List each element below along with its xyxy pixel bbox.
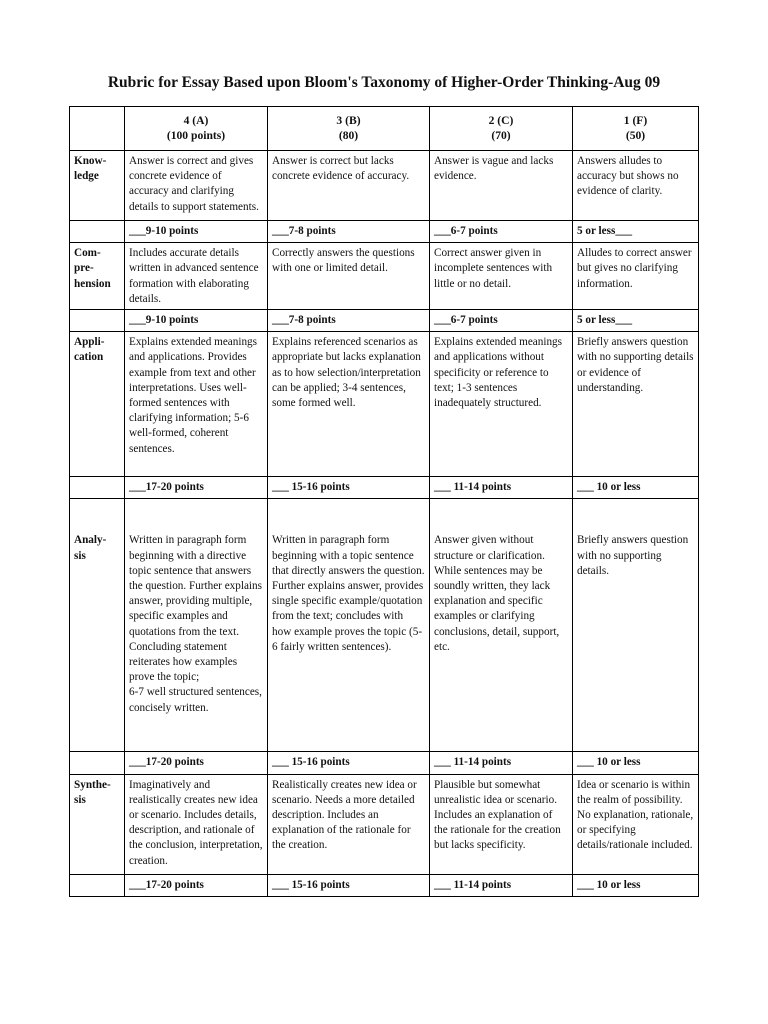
criteria-row-knowledge (70, 151, 699, 221)
grade-label: 4 (A) (183, 114, 209, 127)
criteria-cell: Idea or scenario is within the realm of possibility. No explanation, rationale, or specifying details/rationale included. (573, 774, 699, 874)
score-cell: 5 or less___ (573, 310, 699, 332)
row-label-analysis: Analy- sis (70, 499, 125, 752)
criteria-cell: Alludes to correct answer but gives no clarifying information. (573, 243, 699, 310)
score-cell: ___ 11-14 points (430, 477, 573, 499)
criteria-cell: Briefly answers question with no supporting details. (573, 499, 699, 752)
score-cell: ___7-8 points (268, 221, 430, 243)
criteria-row-application (70, 332, 699, 477)
score-cell: ___9-10 points (125, 221, 268, 243)
row-label-synthesis: Synthe- sis (70, 774, 125, 874)
score-cell: ___17-20 points (125, 874, 268, 896)
header-grade-a (125, 107, 268, 151)
score-cell: ___7-8 points (268, 310, 430, 332)
row-label-comprehension: Com- pre- hension (70, 243, 125, 310)
score-cell: ___17-20 points (125, 752, 268, 774)
criteria-cell: Written in paragraph form beginning with a topic sentence that directly answers the question. Further explains answer, provides single specific example/quotation from the text; concludes with how example proves the topic (5-6 fairly written sentences). (268, 499, 430, 752)
criteria-cell: Correct answer given in incomplete sentences with little or no detail. (430, 243, 573, 310)
criteria-cell: Explains extended meanings and applications. Provides example from text and other interpretations. Uses well-formed sentences with clarifying information; 5-6 well-formed, coherent sentences. (125, 332, 268, 477)
row-label-application: Appli- cation (70, 332, 125, 477)
points-label: (100 points) (166, 129, 226, 142)
header-row (70, 107, 699, 151)
score-cell: 5 or less___ (573, 221, 699, 243)
score-cell: ___17-20 points (125, 477, 268, 499)
score-cell: ___ 11-14 points (430, 874, 573, 896)
criteria-row-analysis (70, 499, 699, 752)
score-row-analysis (70, 752, 699, 774)
score-row-spacer (70, 752, 125, 774)
row-label-knowledge: Know- ledge (70, 151, 125, 221)
score-cell: ___ 15-16 points (268, 752, 430, 774)
score-row-comprehension (70, 310, 699, 332)
criteria-cell: Answer is vague and lacks evidence. (430, 151, 573, 221)
criteria-row-comprehension (70, 243, 699, 310)
corner-cell (70, 107, 125, 151)
criteria-cell: Answer is correct and gives concrete evidence of accuracy and clarifying details to support statements. (125, 151, 268, 221)
criteria-cell: Includes accurate details written in advanced sentence formation with elaborating details. (125, 243, 268, 310)
header-grade-f (573, 107, 699, 151)
score-cell: ___ 15-16 points (268, 477, 430, 499)
criteria-cell: Answer given without structure or clarification. While sentences may be soundly written, they lack explanation and specific examples or clarifying conclusions, detail, support, etc. (430, 499, 573, 752)
score-row-spacer (70, 221, 125, 243)
criteria-row-synthesis (70, 774, 699, 874)
criteria-cell: Answers alludes to accuracy but shows no evidence of clarity. (573, 151, 699, 221)
criteria-cell: Briefly answers question with no supporting details or evidence of understanding. (573, 332, 699, 477)
points-label: (70) (491, 129, 511, 142)
criteria-cell: Imaginatively and realistically creates new idea or scenario. Includes details, description, and rationale of the conclusion, interpretation, creation. (125, 774, 268, 874)
score-cell: ___6-7 points (430, 221, 573, 243)
score-row-knowledge (70, 221, 699, 243)
document-title: Rubric for Essay Based upon Bloom's Taxonomy of Higher-Order Thinking-Aug 09 (107, 74, 661, 91)
header-grade-c (430, 107, 573, 151)
header-grade-b (268, 107, 430, 151)
score-row-spacer (70, 874, 125, 896)
grade-label: 1 (F) (623, 114, 648, 127)
criteria-cell: Written in paragraph form beginning with a directive topic sentence that answers the question. Further explains answer, providing multiple, specific examples and quotations from the text. Concluding statement reiterates how examples prove the topic; 6-7 well structured sentences, concisely written. (125, 499, 268, 752)
score-cell: ___6-7 points (430, 310, 573, 332)
criteria-cell: Plausible but somewhat unrealistic idea or scenario. Includes an explanation of the rationale for the creation but lacks specificity. (430, 774, 573, 874)
points-label: (80) (338, 129, 359, 142)
points-label: (50) (625, 129, 646, 142)
score-row-synthesis (70, 874, 699, 896)
score-cell: ___ 10 or less (573, 752, 699, 774)
grade-label: 3 (B) (336, 114, 361, 127)
score-cell: ___9-10 points (125, 310, 268, 332)
score-row-spacer (70, 310, 125, 332)
criteria-cell: Realistically creates new idea or scenario. Needs a more detailed description. Includes an explanation of the rationale for the creation. (268, 774, 430, 874)
grade-label: 2 (C) (488, 114, 514, 127)
criteria-cell: Correctly answers the questions with one or limited detail. (268, 243, 430, 310)
score-cell: ___ 11-14 points (430, 752, 573, 774)
criteria-cell: Explains extended meanings and applications without specificity or reference to text; 1-3 sentences inadequately structured. (430, 332, 573, 477)
criteria-cell: Answer is correct but lacks concrete evidence of accuracy. (268, 151, 430, 221)
score-row-spacer (70, 477, 125, 499)
rubric-table (69, 106, 699, 897)
criteria-cell: Explains referenced scenarios as appropriate but lacks explanation as to how selection/interpretation can be applied; 3-4 sentences, some formed well. (268, 332, 430, 477)
score-cell: ___ 10 or less (573, 874, 699, 896)
score-cell: ___ 15-16 points (268, 874, 430, 896)
score-cell: ___ 10 or less (573, 477, 699, 499)
score-row-application (70, 477, 699, 499)
